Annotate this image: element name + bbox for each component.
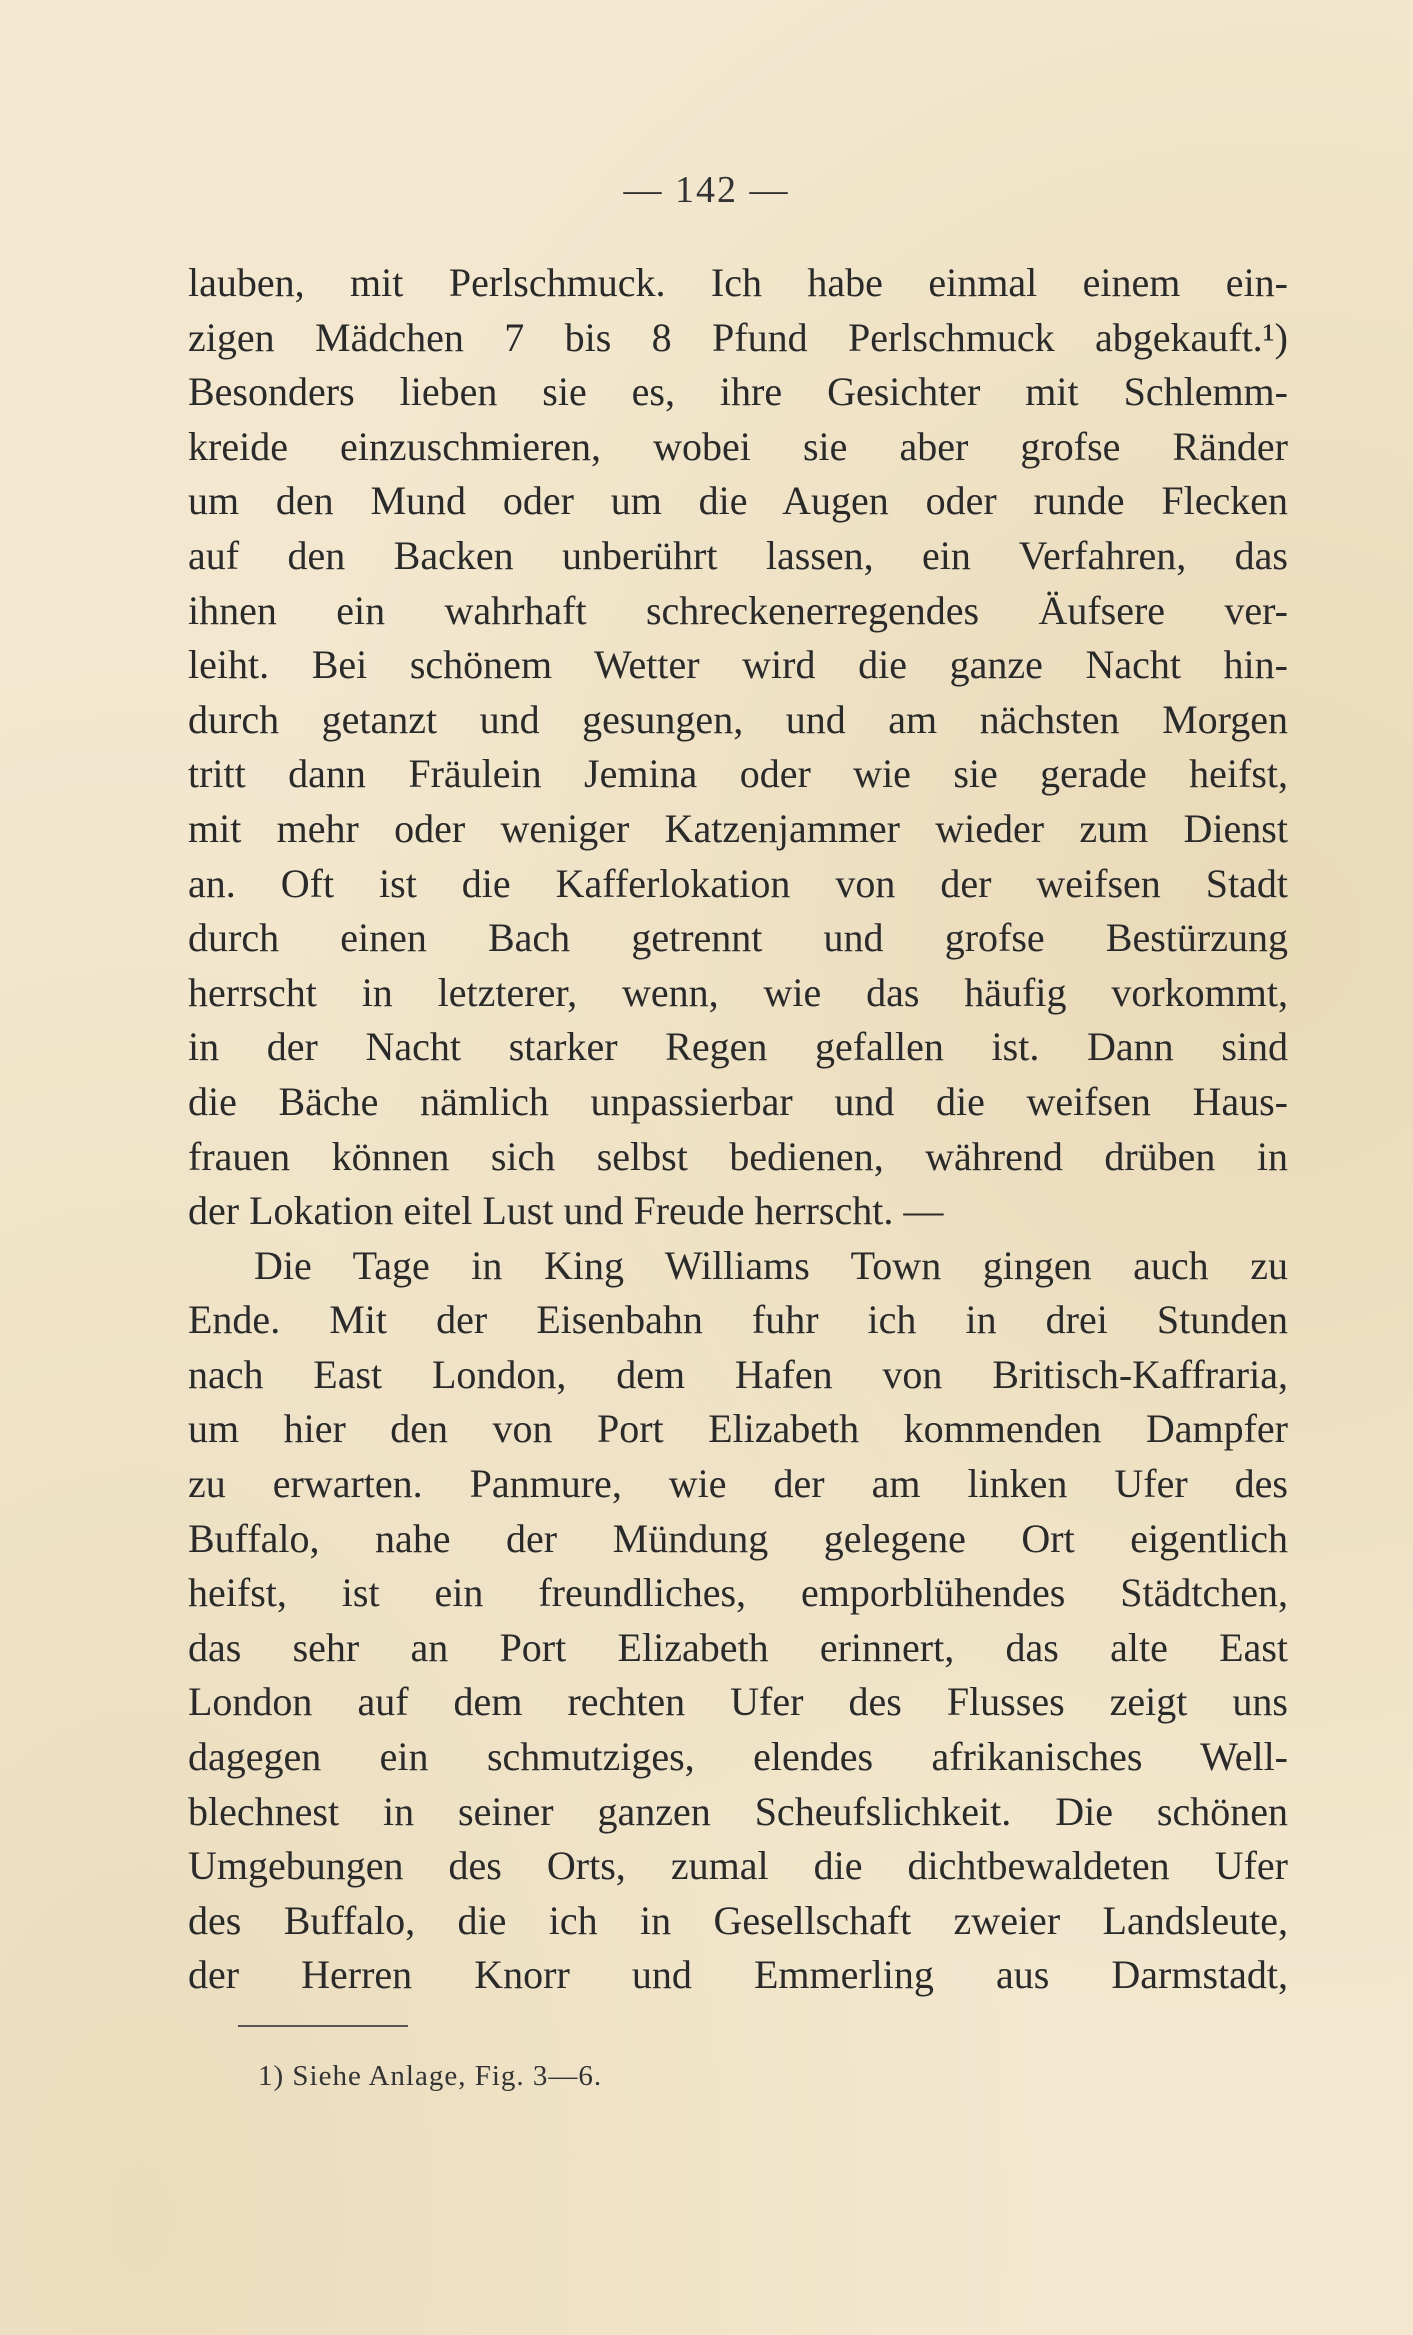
text-line: um den Mund oder um die Augen oder runde Flecken (188, 478, 1288, 524)
body-text (188, 256, 1288, 2003)
text-line: dagegen ein schmutziges, elendes afrikanisches Well- (188, 1734, 1288, 1780)
text-line: Umgebungen des Orts, zumal die dichtbewaldeten Ufer (188, 1843, 1288, 1889)
page-number: — 142 — (623, 169, 790, 211)
text-line: an. Oft ist die Kafferlokation von der weifsen Stadt (188, 860, 1288, 906)
text-line: frauen können sich selbst bedienen, während drüben in (188, 1133, 1288, 1179)
text-line: kreide einzuschmieren, wobei sie aber grofse Ränder (188, 423, 1288, 469)
text-line: mit mehr oder weniger Katzenjammer wieder zum Dienst (188, 805, 1288, 851)
text-line: die Bäche nämlich unpassierbar und die weifsen Haus- (188, 1078, 1288, 1124)
text-line: durch getanzt und gesungen, und am nächsten Morgen (188, 696, 1288, 742)
text-line: des Buffalo, die ich in Gesellschaft zweier Landsleute, (188, 1897, 1288, 1943)
text-line: der Lokation eitel Lust und Freude herrscht. — (188, 1188, 944, 1234)
text-line: London auf dem rechten Ufer des Flusses zeigt uns (188, 1679, 1288, 1725)
text-line: Besonders lieben sie es, ihre Gesichter mit Schlemm- (188, 369, 1288, 415)
text-line: heifst, ist ein freundliches, emporblühendes Städtchen, (188, 1570, 1288, 1616)
text-line: blechnest in seiner ganzen Scheufslichkeit. Die schönen (188, 1788, 1288, 1834)
text-line: um hier den von Port Elizabeth kommenden Dampfer (188, 1406, 1288, 1452)
text-line: durch einen Bach getrennt und grofse Bestürzung (188, 915, 1288, 961)
text-line: das sehr an Port Elizabeth erinnert, das alte East (188, 1624, 1288, 1670)
text-line: Ende. Mit der Eisenbahn fuhr ich in drei Stunden (188, 1297, 1288, 1343)
footnote-separator (238, 2025, 408, 2027)
text-line: herrscht in letzterer, wenn, wie das häufig vorkommt, (188, 969, 1288, 1015)
text-line: tritt dann Fräulein Jemina oder wie sie gerade heifst, (188, 751, 1288, 797)
text-line: lauben, mit Perlschmuck. Ich habe einmal einem ein- (188, 260, 1288, 305)
text-line: zu erwarten. Panmure, wie der am linken Ufer des (188, 1461, 1288, 1507)
text-line: auf den Backen unberührt lassen, ein Verfahren, das (188, 532, 1288, 578)
text-line: zigen Mädchen 7 bis 8 Pfund Perlschmuck abgekauft.¹) (188, 314, 1288, 360)
text-line: in der Nacht starker Regen gefallen ist. Dann sind (188, 1024, 1288, 1070)
text-line: nach East London, dem Hafen von Britisch-Kaffraria, (188, 1351, 1288, 1397)
text-line: leiht. Bei schönem Wetter wird die ganze Nacht hin- (188, 642, 1288, 688)
footnote: 1) Siehe Anlage, Fig. 3—6. (258, 2060, 603, 2092)
text-line: Buffalo, nahe der Mündung gelegene Ort eigentlich (188, 1515, 1288, 1561)
text-line: der Herren Knorr und Emmerling aus Darmstadt, (188, 1952, 1288, 1998)
text-line: Die Tage in King Williams Town gingen auch zu (254, 1242, 1288, 1288)
text-line: ihnen ein wahrhaft schreckenerregendes Äufsere ver- (188, 587, 1288, 633)
